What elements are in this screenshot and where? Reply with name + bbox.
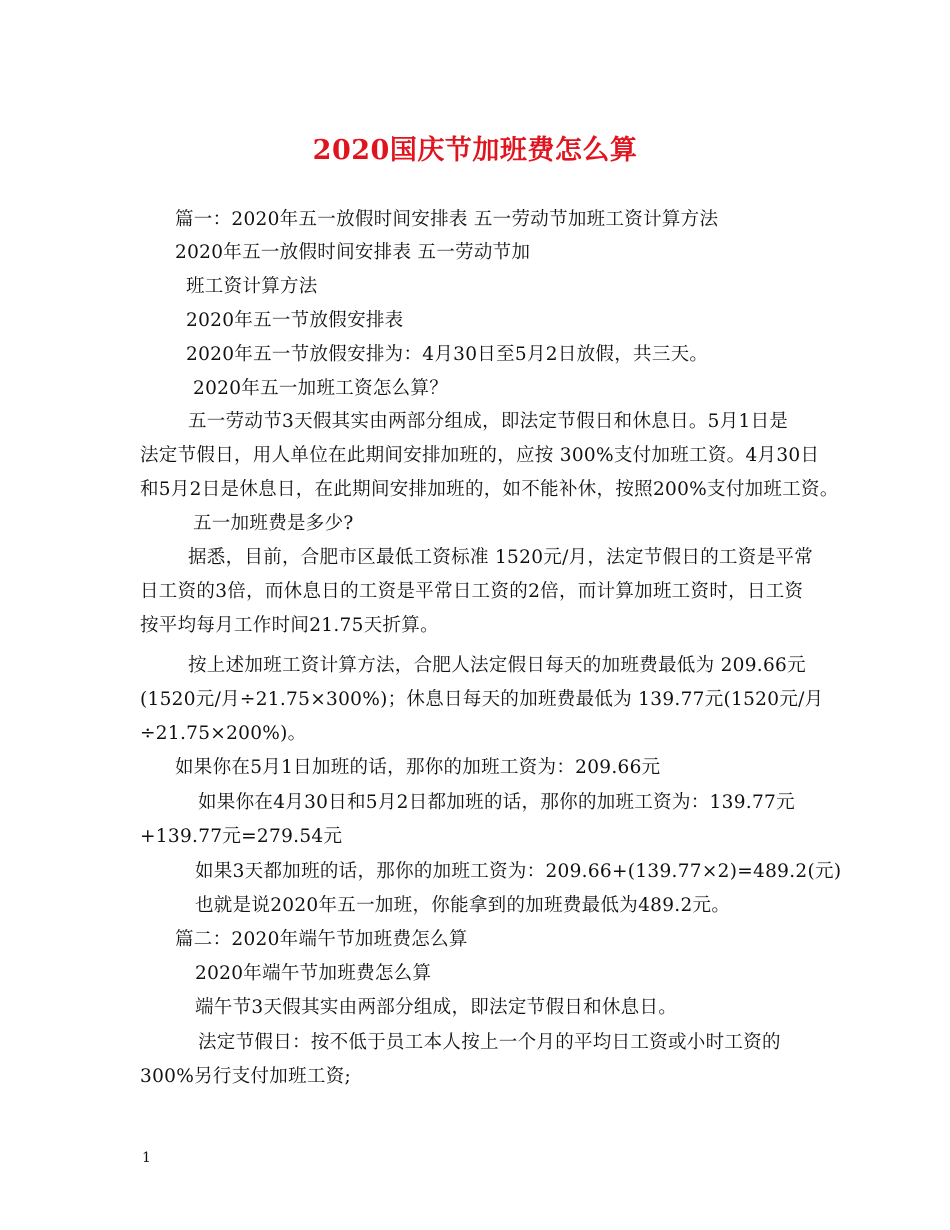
- text-line: 如果你在5月1日加班的话，那你的加班工资为：209.66元: [175, 757, 661, 778]
- text-line: 日工资的3倍，而休息日的工资是平常日工资的2倍，而计算加班工资时，日工资: [140, 581, 804, 602]
- text-line: 五一加班费是多少?: [193, 513, 354, 534]
- text-line: 2020年五一放假时间安排表 五一劳动节加: [175, 242, 531, 263]
- document-title: 2020国庆节加班费怎么算: [312, 135, 638, 166]
- text-line: 如果你在4月30日和5月2日都加班的话，那你的加班工资为：139.77元: [198, 792, 795, 813]
- text-line: 2020年五一节放假安排表: [186, 310, 404, 331]
- text-line: 2020年五一加班工资怎么算？: [193, 378, 449, 399]
- text-line: 300%另行支付加班工资;: [140, 1066, 352, 1087]
- text-line: 法定节假日：按不低于员工本人按上一个月的平均日工资或小时工资的: [198, 1032, 781, 1053]
- text-line: 2020年五一节放假安排为：4月30日至5月2日放假，共三天。: [186, 344, 709, 365]
- text-line: 按平均每月工作时间21.75天折算。: [140, 615, 439, 636]
- text-line: 篇一：2020年五一放假时间安排表 五一劳动节加班工资计算方法: [175, 209, 719, 230]
- text-line: (1520元/月÷21.75×300%)；休息日每天的加班费最低为 139.77元(1520元/月: [140, 689, 824, 710]
- text-line: ÷21.75×200%)。: [140, 723, 307, 744]
- text-line: 按上述加班工资计算方法，合肥人法定假日每天的加班费最低为 209.66元: [188, 655, 806, 676]
- text-line: 班工资计算方法: [186, 276, 318, 297]
- text-line: 2020年端午节加班费怎么算: [195, 963, 432, 984]
- text-line: 和5月2日是休息日，在此期间安排加班的，如不能补休，按照200%支付加班工资。: [140, 479, 839, 500]
- text-line: 篇二：2020年端午节加班费怎么算: [175, 929, 468, 950]
- text-line: 据悉，目前，合肥市区最低工资标准 1520元/月，法定节假日的工资是平常: [188, 547, 813, 568]
- text-line: 也就是说2020年五一加班，你能拿到的加班费最低为489.2元。: [195, 895, 731, 916]
- text-line: 五一劳动节3天假其实由两部分组成，即法定节假日和休息日。5月1日是: [188, 411, 789, 432]
- text-line: 端午节3天假其实由两部分组成，即法定节假日和休息日。: [195, 997, 678, 1018]
- page-number: 1: [142, 1150, 151, 1166]
- text-line: 法定节假日，用人单位在此期间安排加班的，应按 300%支付加班工资。4月30日: [140, 445, 820, 466]
- text-line: 如果3天都加班的话，那你的加班工资为：209.66+(139.77×2)=489.2(元): [195, 861, 842, 882]
- text-line: +139.77元=279.54元: [140, 826, 343, 847]
